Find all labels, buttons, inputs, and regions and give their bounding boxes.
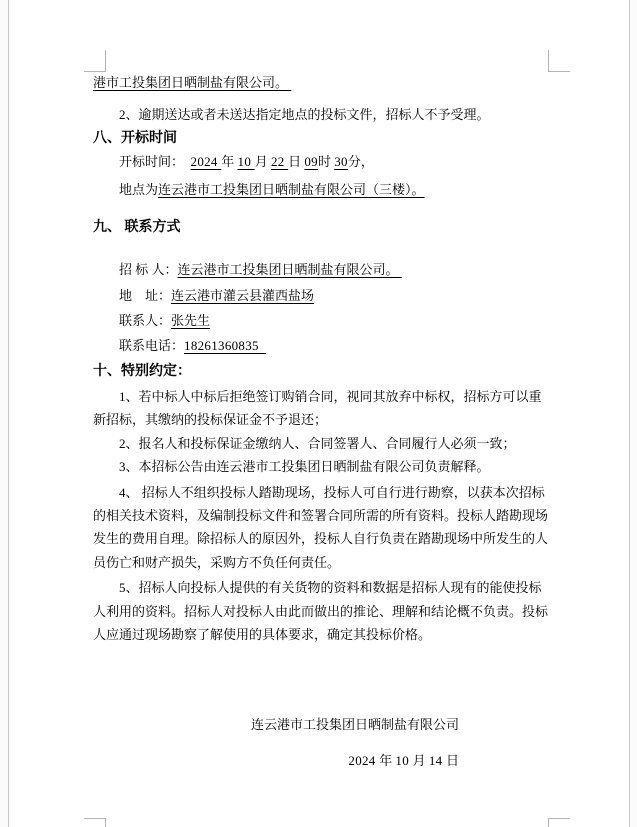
text-segment: 张先生 bbox=[171, 313, 211, 329]
contact-info-block bbox=[93, 257, 559, 358]
paragraph-line: 人利用的资料。招标人对投标人由此而做出的推论、理解和结论概不负责。投标 bbox=[93, 603, 549, 619]
contact-row-address bbox=[93, 283, 559, 308]
text-boundary-mark-top-right bbox=[548, 50, 570, 72]
text-segment: 联系电话： bbox=[119, 338, 185, 354]
bid-opening-time-line bbox=[93, 150, 559, 173]
text-segment: 月 bbox=[254, 154, 271, 170]
paragraph-line: 员伤亡和财产损失，采购方不负任何责任。 bbox=[93, 554, 341, 570]
text-segment: 10 bbox=[237, 154, 255, 170]
contact-row-bidder bbox=[93, 257, 559, 282]
text-segment: 2024 bbox=[190, 154, 222, 170]
paragraph-line: 3、本招标公告由连云港市工投集团日晒制盐有限公司负责解释。 bbox=[119, 459, 490, 475]
continuation-line bbox=[93, 71, 559, 94]
text-segment: 2024 bbox=[348, 752, 380, 768]
text-segment: 日 bbox=[445, 752, 459, 768]
special-terms-paragraph-1 bbox=[93, 385, 559, 432]
text-boundary-mark-bottom-left bbox=[84, 818, 106, 827]
paragraph-line: 2、报名人和投标保证金缴纳人、合同签署人、合同履行人必须一致； bbox=[119, 435, 516, 451]
text-segment: 地 址： bbox=[119, 287, 172, 303]
text-segment: 14 bbox=[428, 752, 446, 768]
footer-company-name: 连云港市工投集团日晒制盐有限公司 bbox=[250, 716, 459, 732]
text-segment: 时 bbox=[317, 154, 335, 170]
paragraph-line: 的相关技术资料，及编制投标文件和签署合同所需的所有资料。投标人踏勘现场 bbox=[93, 508, 549, 524]
text-segment: 招 标 人： bbox=[119, 262, 178, 278]
text-segment: 联系人： bbox=[119, 313, 172, 329]
text-segment: 月 bbox=[412, 752, 429, 768]
text-segment: 年 bbox=[221, 154, 238, 170]
paragraph-line: 1、若中标人中标后拒绝签订购销合同，视同其放弃中标权，招标方可以重 bbox=[119, 389, 542, 405]
overdue-notice-line: 2、逾期送达或者未送达指定地点的投标文件，招标人不予受理。 bbox=[119, 107, 490, 123]
text-segment: 地点为 bbox=[119, 181, 159, 197]
section-heading-contact: 九、 联系方式 bbox=[93, 220, 181, 236]
bid-opening-place-line bbox=[93, 178, 559, 201]
text-segment: 30 bbox=[334, 154, 348, 170]
text-segment: 港市工投集团日晒制盐有限公司。 bbox=[93, 75, 292, 90]
paragraph-line: 人应通过现场勘察了解使用的具体要求，确定其投标价格。 bbox=[93, 627, 432, 643]
text-segment: 22 bbox=[270, 154, 289, 170]
paragraph-line: 新招标，其缴纳的投标保证金不予退还； bbox=[93, 412, 328, 428]
text-segment: 年 bbox=[379, 752, 396, 768]
text-segment: 日 bbox=[288, 154, 305, 170]
section-heading-special-terms: 十、特别约定： bbox=[93, 363, 191, 379]
text-segment: 连云港市工投集团日晒制盐有限公司（三楼）。 bbox=[158, 181, 425, 197]
footer-date bbox=[93, 749, 559, 772]
contact-row-phone bbox=[93, 333, 559, 358]
text-segment: 10 bbox=[395, 752, 413, 768]
text-segment: 18261360835 bbox=[184, 338, 266, 354]
special-terms-paragraph-3 bbox=[93, 455, 559, 478]
text-segment: 连云港市灌云县灌西盐场 bbox=[171, 287, 315, 303]
paragraph-line: 5、招标人向投标人提供的有关货物的资料和数据是招标人现有的能使投标 bbox=[119, 580, 542, 596]
document-text-area[interactable] bbox=[93, 71, 559, 772]
text-segment: 开标时间： bbox=[119, 154, 191, 170]
special-terms-paragraph-2 bbox=[93, 432, 559, 455]
special-terms-paragraph-4 bbox=[93, 481, 559, 575]
paragraph-line: 4、 招标人不组织投标人踏勘现场，投标人可自行进行勘察，以获本次招标 bbox=[119, 484, 545, 500]
paragraph-line: 发生的费用自理。除招标人的原因外，投标人自行负责在踏勘现场中所发生的人 bbox=[93, 531, 549, 547]
text-segment: 分， bbox=[347, 154, 374, 170]
text-segment: 连云港市工投集团日晒制盐有限公司。 bbox=[177, 262, 402, 278]
contact-row-person bbox=[93, 308, 559, 333]
text-boundary-mark-bottom-right bbox=[548, 818, 570, 827]
special-terms-paragraph-5 bbox=[93, 576, 559, 646]
text-segment: 09 bbox=[304, 154, 318, 170]
text-boundary-mark-top-left bbox=[84, 50, 106, 72]
section-heading-bid-opening: 八、开标时间 bbox=[93, 130, 177, 146]
